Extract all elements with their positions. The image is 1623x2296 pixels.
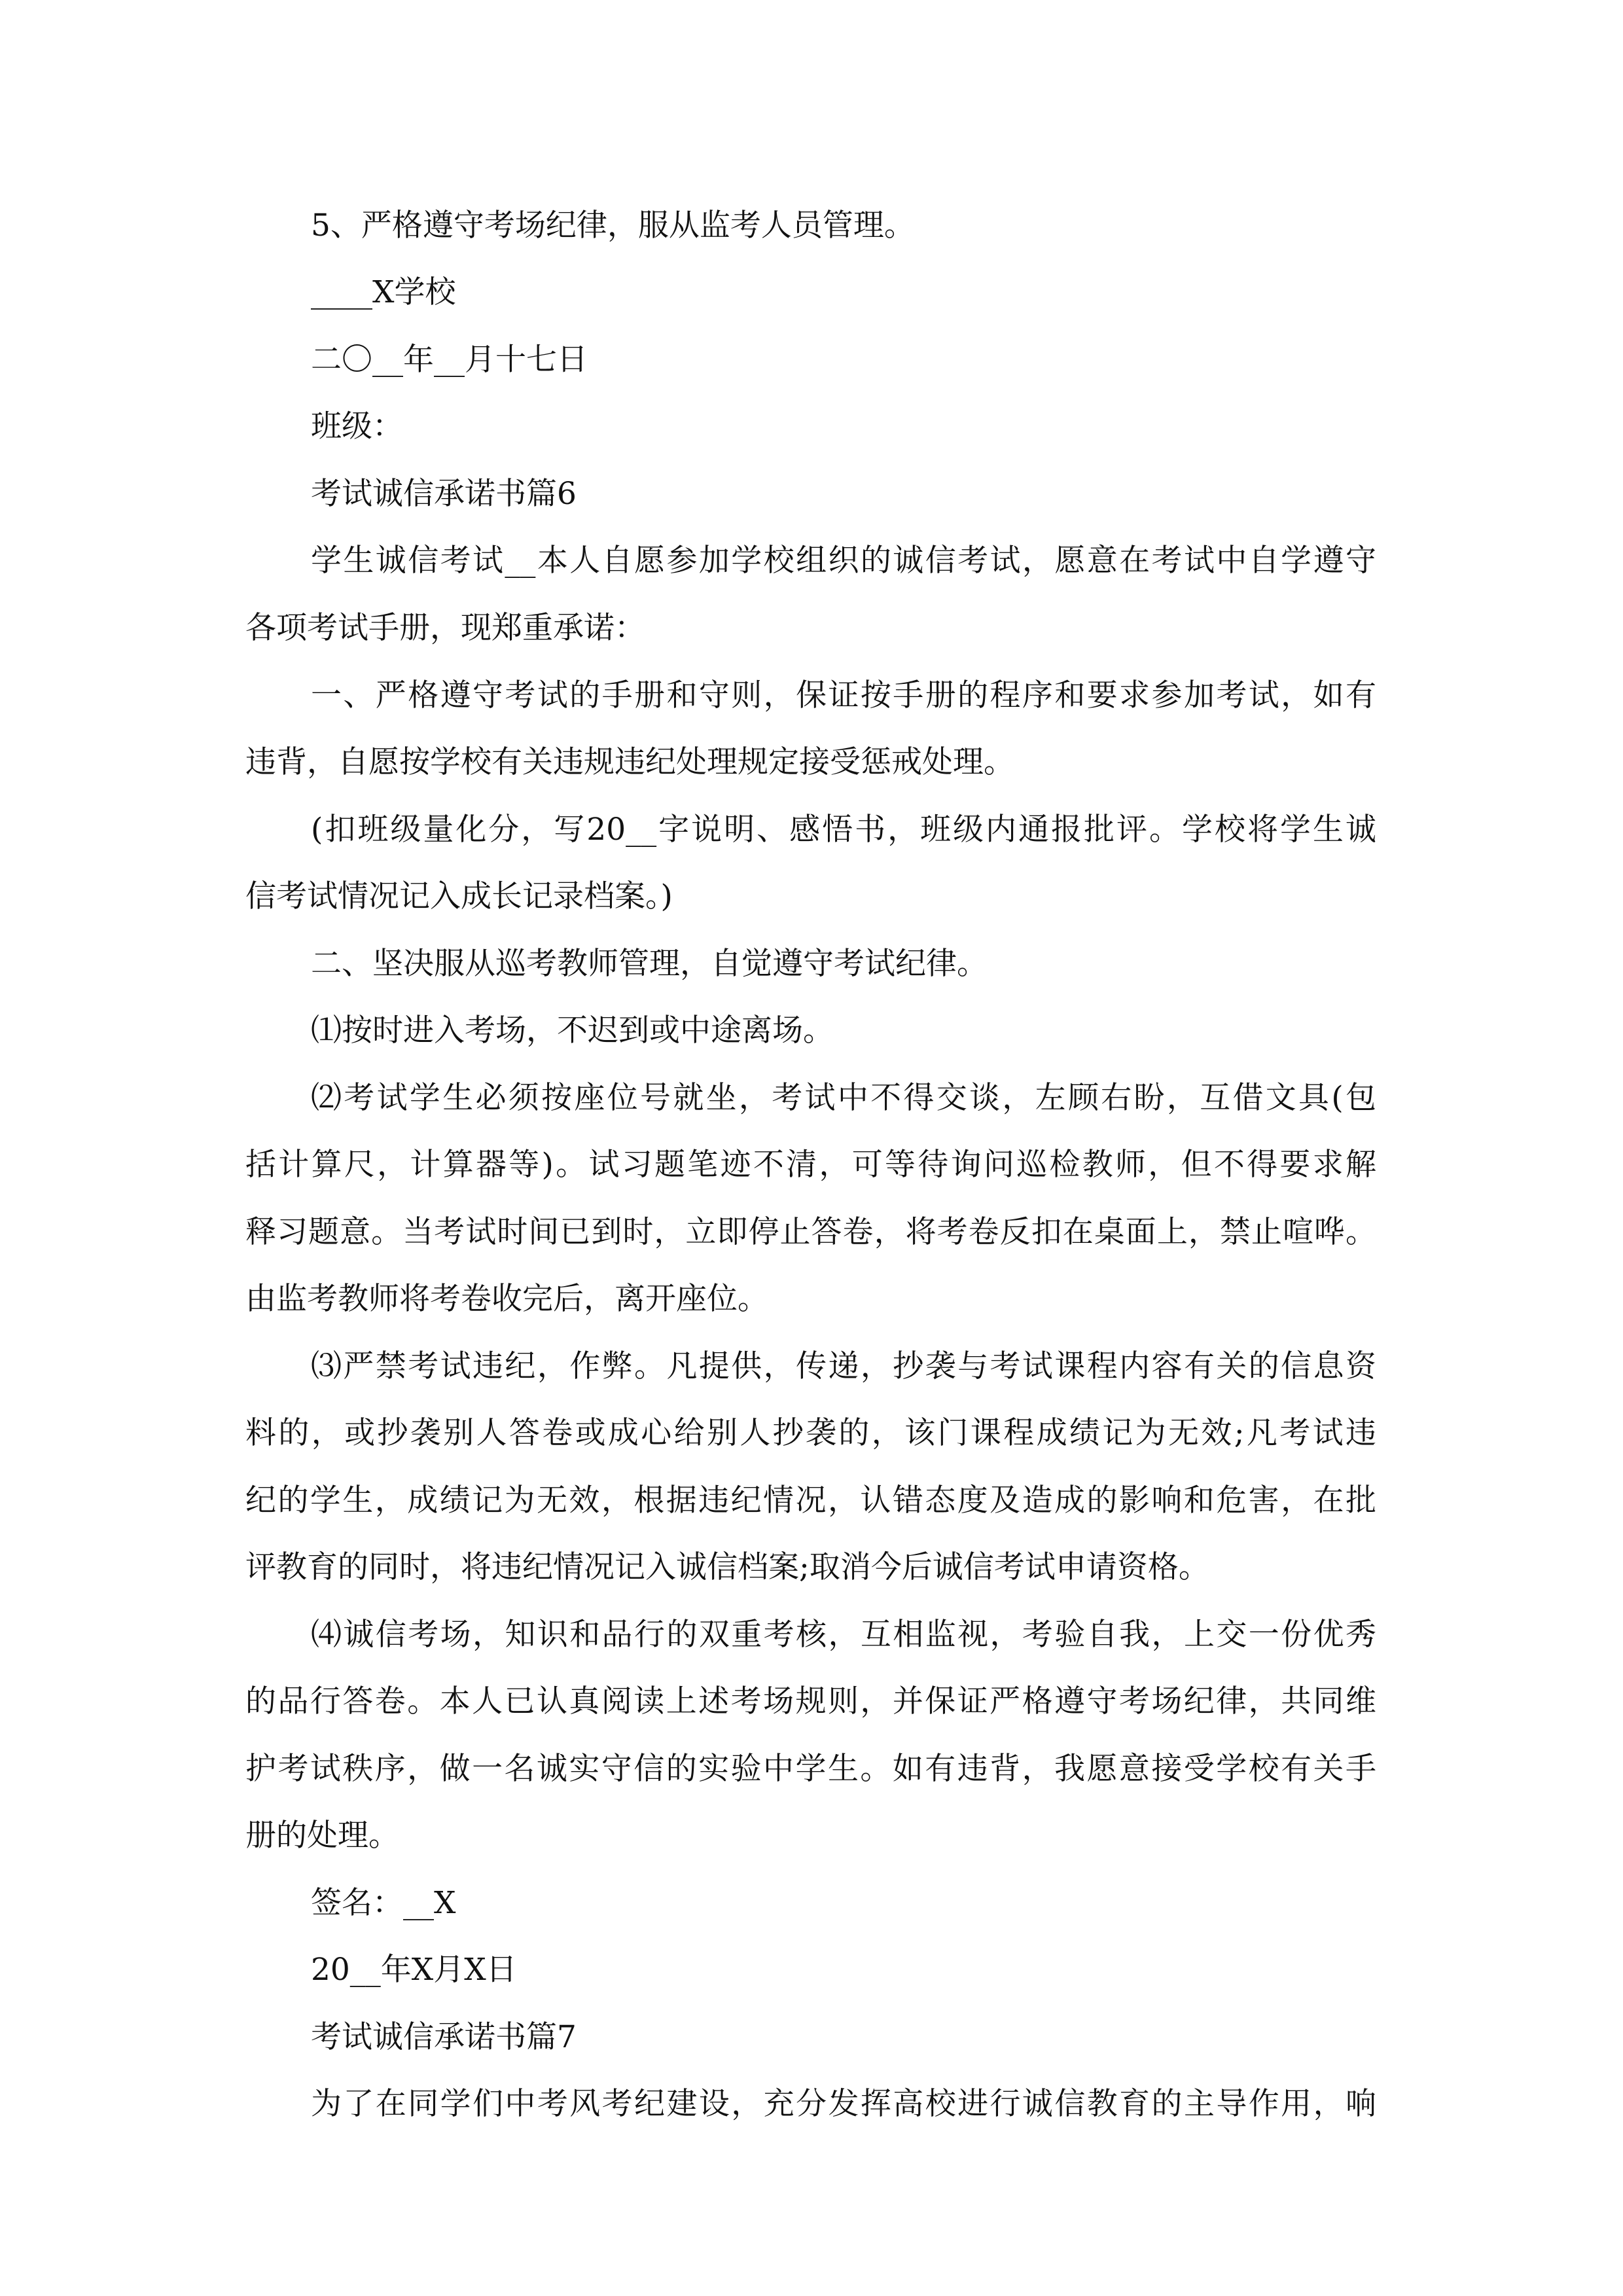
text-line: 料的，或抄袭别人答卷或成心给别人抄袭的，该门课程成绩记为无效;凡考试违 xyxy=(245,1415,1376,1451)
text-line: 违背，自愿按学校有关违规违纪处理规定接受惩戒处理。 xyxy=(245,744,1014,780)
text-line: 为了在同学们中考风考纪建设，充分发挥高校进行诚信教育的主导作用，响 xyxy=(311,2086,1376,2122)
text-line: 评教育的同时，将违纪情况记入诚信档案;取消今后诚信考试申请资格。 xyxy=(245,1549,1209,1585)
text-line: 纪的学生，成绩记为无效，根据违纪情况，认错态度及造成的影响和危害，在批 xyxy=(245,1482,1376,1518)
text-line: 信考试情况记入成长记录档案。) xyxy=(245,878,673,914)
text-line: 各项考试手册，现郑重承诺： xyxy=(245,610,645,646)
text-line: 二〇__年__月十七日 xyxy=(311,342,588,378)
text-line: 册的处理。 xyxy=(245,1818,399,1854)
text-line: ⑵考试学生必须按座位号就坐，考试中不得交谈，左顾右盼，互借文具(包 xyxy=(311,1080,1376,1116)
text-line: 括计算尺，计算器等)。试习题笔迹不清，可等待询问巡检教师，但不得要求解 xyxy=(245,1147,1376,1183)
signature-line: 签名：__X xyxy=(311,1885,456,1921)
text-line: ____X学校 xyxy=(311,274,456,310)
section-title: 考试诚信承诺书篇6 xyxy=(311,476,577,512)
text-line: 二、坚决服从巡考教师管理，自觉遵守考试纪律。 xyxy=(311,946,988,982)
text-line: 的品行答卷。本人已认真阅读上述考场规则，并保证严格遵守考场纪律，共同维 xyxy=(245,1683,1376,1719)
text-line: 由监考教师将考卷收完后，离开座位。 xyxy=(245,1281,768,1317)
text-line: ⑷诚信考场，知识和品行的双重考核，互相监视，考验自我，上交一份优秀 xyxy=(311,1617,1376,1653)
text-line: 班级： xyxy=(311,408,403,444)
text-line: 护考试秩序，做一名诚实守信的实验中学生。如有违背，我愿意接受学校有关手 xyxy=(245,1751,1376,1787)
text-line: 5、严格遵守考场纪律，服从监考人员管理。 xyxy=(311,207,915,243)
date-line: 20__年X月X日 xyxy=(311,1952,517,1988)
text-line: 学生诚信考试__本人自愿参加学校组织的诚信考试，愿意在考试中自学遵守 xyxy=(311,543,1376,579)
text-line: ⑴按时进入考场，不迟到或中途离场。 xyxy=(311,1013,834,1049)
text-line: ⑶严禁考试违纪，作弊。凡提供，传递，抄袭与考试课程内容有关的信息资 xyxy=(311,1348,1376,1384)
text-line: (扣班级量化分，写20__字说明、感悟书，班级内通报批评。学校将学生诚 xyxy=(311,812,1376,848)
text-line: 一、严格遵守考试的手册和守则，保证按手册的程序和要求参加考试，如有 xyxy=(311,677,1376,713)
text-line: 释习题意。当考试时间已到时，立即停止答卷，将考卷反扣在桌面上，禁止喧哗。 xyxy=(245,1214,1376,1250)
section-title: 考试诚信承诺书篇7 xyxy=(311,2019,577,2055)
